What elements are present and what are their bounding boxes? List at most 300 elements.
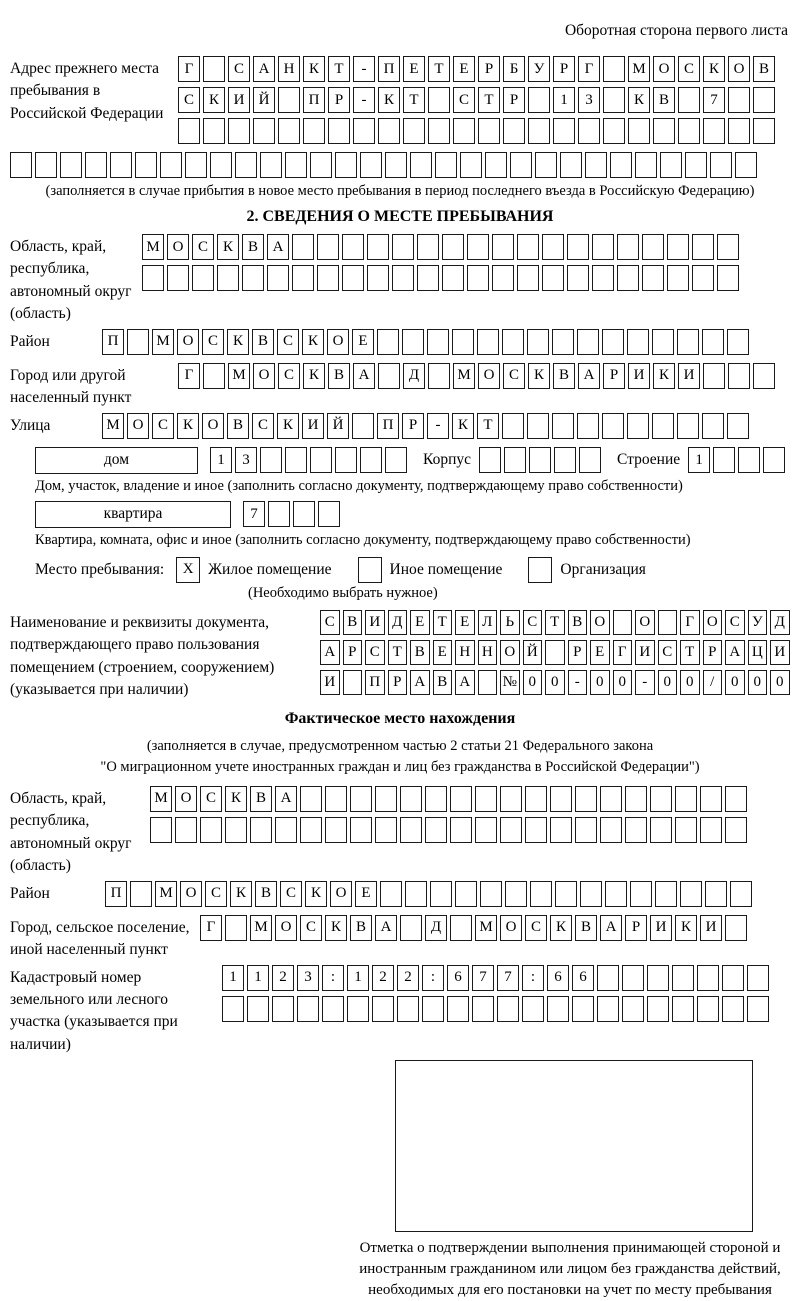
char-box[interactable] (167, 265, 189, 291)
char-box[interactable] (728, 87, 750, 113)
char-box[interactable]: С (300, 915, 322, 941)
char-box[interactable]: О (703, 610, 723, 635)
char-box[interactable] (480, 881, 502, 907)
char-box[interactable]: М (475, 915, 497, 941)
char-box[interactable]: И (650, 915, 672, 941)
char-box[interactable]: 2 (372, 965, 394, 991)
char-box[interactable] (367, 234, 389, 260)
char-box[interactable] (653, 118, 675, 144)
char-box[interactable] (702, 413, 724, 439)
char-box[interactable]: 0 (680, 670, 700, 695)
char-box[interactable] (647, 996, 669, 1022)
char-box[interactable] (680, 881, 702, 907)
char-box[interactable] (380, 881, 402, 907)
char-box[interactable] (697, 996, 719, 1022)
char-box[interactable] (710, 152, 732, 178)
char-box[interactable] (60, 152, 82, 178)
char-box[interactable]: П (365, 670, 385, 695)
char-box[interactable] (738, 447, 760, 473)
char-box[interactable]: И (628, 363, 650, 389)
char-box[interactable] (735, 152, 757, 178)
char-box[interactable]: О (177, 329, 199, 355)
char-box[interactable] (175, 817, 197, 843)
char-box[interactable]: М (155, 881, 177, 907)
char-box[interactable] (200, 817, 222, 843)
char-box[interactable]: К (225, 786, 247, 812)
char-box[interactable]: О (202, 413, 224, 439)
char-box[interactable] (297, 996, 319, 1022)
char-box[interactable] (627, 329, 649, 355)
char-box[interactable] (692, 265, 714, 291)
char-box[interactable]: О (180, 881, 202, 907)
char-box[interactable] (242, 265, 264, 291)
char-box[interactable] (492, 234, 514, 260)
char-box[interactable] (702, 329, 724, 355)
char-box[interactable] (703, 118, 725, 144)
char-box[interactable]: А (253, 56, 275, 82)
char-box[interactable] (727, 329, 749, 355)
char-box[interactable]: А (455, 670, 475, 695)
char-box[interactable] (203, 363, 225, 389)
char-box[interactable]: Г (680, 610, 700, 635)
char-box[interactable] (527, 413, 549, 439)
char-box[interactable] (652, 329, 674, 355)
char-box[interactable]: Р (625, 915, 647, 941)
char-box[interactable]: К (628, 87, 650, 113)
char-box[interactable]: С (200, 786, 222, 812)
char-box[interactable]: Р (553, 56, 575, 82)
char-box[interactable] (500, 817, 522, 843)
char-box[interactable]: 3 (578, 87, 600, 113)
char-box[interactable]: И (320, 670, 340, 695)
char-box[interactable] (250, 817, 272, 843)
char-box[interactable] (685, 152, 707, 178)
char-box[interactable] (492, 265, 514, 291)
char-box[interactable] (602, 413, 624, 439)
char-box[interactable] (285, 447, 307, 473)
char-box[interactable] (635, 152, 657, 178)
char-box[interactable] (335, 152, 357, 178)
char-box[interactable]: В (350, 915, 372, 941)
char-box[interactable] (667, 265, 689, 291)
char-box[interactable] (303, 118, 325, 144)
char-box[interactable] (425, 817, 447, 843)
char-box[interactable] (545, 640, 565, 665)
char-box[interactable] (504, 447, 526, 473)
char-box[interactable]: С (320, 610, 340, 635)
char-box[interactable]: 6 (447, 965, 469, 991)
char-box[interactable]: М (250, 915, 272, 941)
char-box[interactable] (628, 118, 650, 144)
char-box[interactable]: О (253, 363, 275, 389)
char-box[interactable] (577, 413, 599, 439)
char-box[interactable]: Е (410, 610, 430, 635)
char-box[interactable]: 0 (725, 670, 745, 695)
char-box[interactable]: : (522, 965, 544, 991)
char-box[interactable] (658, 610, 678, 635)
char-box[interactable]: М (453, 363, 475, 389)
char-box[interactable]: Т (428, 56, 450, 82)
char-box[interactable]: М (150, 786, 172, 812)
char-box[interactable] (610, 152, 632, 178)
char-box[interactable]: В (568, 610, 588, 635)
char-box[interactable] (600, 817, 622, 843)
char-box[interactable] (435, 152, 457, 178)
char-box[interactable]: О (167, 234, 189, 260)
char-box[interactable]: Й (253, 87, 275, 113)
char-box[interactable]: С (658, 640, 678, 665)
char-box[interactable] (650, 817, 672, 843)
char-box[interactable] (367, 265, 389, 291)
char-box[interactable]: Ц (748, 640, 768, 665)
char-box[interactable]: Р (478, 56, 500, 82)
char-box[interactable]: М (628, 56, 650, 82)
char-box[interactable]: Р (503, 87, 525, 113)
char-box[interactable]: Т (328, 56, 350, 82)
char-box[interactable] (347, 996, 369, 1022)
char-box[interactable]: И (635, 640, 655, 665)
char-box[interactable]: № (500, 670, 520, 695)
char-box[interactable]: В (575, 915, 597, 941)
char-box[interactable] (360, 447, 382, 473)
char-box[interactable]: К (452, 413, 474, 439)
char-box[interactable]: 0 (545, 670, 565, 695)
char-box[interactable] (375, 817, 397, 843)
char-box[interactable]: Е (352, 329, 374, 355)
char-box[interactable]: А (375, 915, 397, 941)
char-box[interactable]: - (353, 56, 375, 82)
char-box[interactable] (542, 265, 564, 291)
char-box[interactable] (392, 265, 414, 291)
char-box[interactable] (417, 234, 439, 260)
char-box[interactable]: Д (388, 610, 408, 635)
char-box[interactable]: О (127, 413, 149, 439)
char-box[interactable]: А (410, 670, 430, 695)
char-box[interactable] (185, 152, 207, 178)
char-box[interactable]: К (203, 87, 225, 113)
char-box[interactable] (402, 329, 424, 355)
char-box[interactable]: Й (327, 413, 349, 439)
char-box[interactable]: М (142, 234, 164, 260)
char-box[interactable] (529, 447, 551, 473)
char-box[interactable]: В (255, 881, 277, 907)
char-box[interactable] (428, 363, 450, 389)
char-box[interactable]: Е (433, 640, 453, 665)
char-box[interactable] (475, 817, 497, 843)
char-box[interactable] (318, 501, 340, 527)
char-box[interactable]: Й (523, 640, 543, 665)
char-box[interactable] (730, 881, 752, 907)
char-box[interactable]: - (427, 413, 449, 439)
char-box[interactable]: 1 (688, 447, 710, 473)
option-checkbox[interactable] (528, 557, 552, 583)
char-box[interactable] (697, 965, 719, 991)
char-box[interactable] (553, 118, 575, 144)
char-box[interactable] (505, 881, 527, 907)
char-box[interactable] (472, 996, 494, 1022)
char-box[interactable]: Р (402, 413, 424, 439)
char-box[interactable]: В (553, 363, 575, 389)
char-box[interactable] (625, 786, 647, 812)
char-box[interactable] (375, 786, 397, 812)
char-box[interactable]: Г (200, 915, 222, 941)
char-box[interactable] (728, 363, 750, 389)
char-box[interactable] (285, 152, 307, 178)
char-box[interactable]: 0 (748, 670, 768, 695)
char-box[interactable] (178, 118, 200, 144)
char-box[interactable]: К (277, 413, 299, 439)
char-box[interactable]: К (675, 915, 697, 941)
char-box[interactable] (292, 265, 314, 291)
char-box[interactable]: С (252, 413, 274, 439)
char-box[interactable] (650, 786, 672, 812)
char-box[interactable] (427, 329, 449, 355)
char-box[interactable] (325, 786, 347, 812)
char-box[interactable] (453, 118, 475, 144)
char-box[interactable] (127, 329, 149, 355)
char-box[interactable]: Ь (500, 610, 520, 635)
char-box[interactable] (485, 152, 507, 178)
char-box[interactable] (192, 265, 214, 291)
char-box[interactable] (460, 152, 482, 178)
char-box[interactable] (350, 817, 372, 843)
char-box[interactable] (328, 118, 350, 144)
char-box[interactable] (597, 996, 619, 1022)
char-box[interactable]: А (275, 786, 297, 812)
char-box[interactable] (677, 329, 699, 355)
char-box[interactable]: К (303, 56, 325, 82)
char-box[interactable] (575, 817, 597, 843)
char-box[interactable] (260, 152, 282, 178)
char-box[interactable] (405, 881, 427, 907)
char-box[interactable] (85, 152, 107, 178)
char-box[interactable]: : (422, 965, 444, 991)
char-box[interactable] (322, 996, 344, 1022)
char-box[interactable] (622, 965, 644, 991)
char-box[interactable] (335, 447, 357, 473)
char-box[interactable] (530, 881, 552, 907)
char-box[interactable] (500, 786, 522, 812)
char-box[interactable]: К (230, 881, 252, 907)
char-box[interactable] (747, 996, 769, 1022)
char-box[interactable] (450, 786, 472, 812)
char-box[interactable] (630, 881, 652, 907)
char-box[interactable] (400, 915, 422, 941)
char-box[interactable]: Т (403, 87, 425, 113)
char-box[interactable] (428, 118, 450, 144)
char-box[interactable] (627, 413, 649, 439)
char-box[interactable] (517, 265, 539, 291)
char-box[interactable] (753, 363, 775, 389)
char-box[interactable]: В (433, 670, 453, 695)
char-box[interactable] (625, 817, 647, 843)
char-box[interactable]: И (302, 413, 324, 439)
char-box[interactable]: В (410, 640, 430, 665)
char-box[interactable]: И (365, 610, 385, 635)
char-box[interactable]: 7 (497, 965, 519, 991)
char-box[interactable]: Н (278, 56, 300, 82)
char-box[interactable]: Т (388, 640, 408, 665)
char-box[interactable] (552, 413, 574, 439)
char-box[interactable] (10, 152, 32, 178)
char-box[interactable]: С (280, 881, 302, 907)
char-box[interactable]: К (303, 363, 325, 389)
char-box[interactable] (497, 996, 519, 1022)
char-box[interactable]: К (528, 363, 550, 389)
char-box[interactable]: - (353, 87, 375, 113)
char-box[interactable] (410, 152, 432, 178)
char-box[interactable] (310, 447, 332, 473)
char-box[interactable] (597, 965, 619, 991)
char-box[interactable]: П (303, 87, 325, 113)
char-box[interactable] (475, 786, 497, 812)
char-box[interactable] (528, 87, 550, 113)
char-box[interactable]: Р (703, 640, 723, 665)
char-box[interactable] (430, 881, 452, 907)
char-box[interactable]: С (503, 363, 525, 389)
char-box[interactable] (502, 329, 524, 355)
char-box[interactable] (677, 413, 699, 439)
char-box[interactable] (527, 329, 549, 355)
char-box[interactable] (550, 786, 572, 812)
char-box[interactable]: О (327, 329, 349, 355)
char-box[interactable] (267, 265, 289, 291)
char-box[interactable]: П (102, 329, 124, 355)
char-box[interactable]: К (378, 87, 400, 113)
char-box[interactable]: 1 (247, 965, 269, 991)
char-box[interactable]: А (320, 640, 340, 665)
char-box[interactable] (554, 447, 576, 473)
char-box[interactable] (605, 881, 627, 907)
char-box[interactable] (535, 152, 557, 178)
char-box[interactable] (580, 881, 602, 907)
char-box[interactable] (642, 234, 664, 260)
char-box[interactable] (450, 915, 472, 941)
char-box[interactable] (579, 447, 601, 473)
char-box[interactable] (467, 265, 489, 291)
char-box[interactable] (725, 786, 747, 812)
char-box[interactable]: В (753, 56, 775, 82)
char-box[interactable]: Р (568, 640, 588, 665)
char-box[interactable] (400, 817, 422, 843)
char-box[interactable]: В (227, 413, 249, 439)
char-box[interactable]: В (250, 786, 272, 812)
char-box[interactable]: У (748, 610, 768, 635)
char-box[interactable] (617, 265, 639, 291)
char-box[interactable]: О (275, 915, 297, 941)
char-box[interactable] (228, 118, 250, 144)
char-box[interactable] (247, 996, 269, 1022)
char-box[interactable] (602, 329, 624, 355)
char-box[interactable] (225, 915, 247, 941)
char-box[interactable]: Г (178, 56, 200, 82)
char-box[interactable] (592, 234, 614, 260)
char-box[interactable]: С (202, 329, 224, 355)
char-box[interactable]: Т (545, 610, 565, 635)
char-box[interactable]: С (365, 640, 385, 665)
char-box[interactable]: Р (343, 640, 363, 665)
char-box[interactable] (522, 996, 544, 1022)
char-box[interactable]: К (703, 56, 725, 82)
char-box[interactable] (360, 152, 382, 178)
char-box[interactable] (292, 234, 314, 260)
char-box[interactable]: В (343, 610, 363, 635)
char-box[interactable]: С (278, 363, 300, 389)
char-box[interactable] (378, 118, 400, 144)
char-box[interactable]: Е (590, 640, 610, 665)
char-box[interactable] (722, 965, 744, 991)
char-box[interactable] (210, 152, 232, 178)
char-box[interactable]: А (353, 363, 375, 389)
char-box[interactable]: А (578, 363, 600, 389)
char-box[interactable] (35, 152, 57, 178)
char-box[interactable] (578, 118, 600, 144)
char-box[interactable] (325, 817, 347, 843)
char-box[interactable]: Р (603, 363, 625, 389)
char-box[interactable] (352, 413, 374, 439)
char-box[interactable] (425, 786, 447, 812)
char-box[interactable] (479, 447, 501, 473)
char-box[interactable]: Д (770, 610, 790, 635)
char-box[interactable] (547, 996, 569, 1022)
char-box[interactable] (675, 786, 697, 812)
char-box[interactable]: О (590, 610, 610, 635)
char-box[interactable]: С (678, 56, 700, 82)
char-box[interactable] (763, 447, 785, 473)
char-box[interactable] (377, 329, 399, 355)
char-box[interactable]: Е (403, 56, 425, 82)
char-box[interactable] (442, 234, 464, 260)
char-box[interactable] (300, 786, 322, 812)
char-box[interactable]: - (568, 670, 588, 695)
char-box[interactable] (342, 265, 364, 291)
char-box[interactable] (717, 234, 739, 260)
char-box[interactable] (447, 996, 469, 1022)
char-box[interactable] (278, 118, 300, 144)
char-box[interactable] (478, 670, 498, 695)
char-box[interactable] (203, 118, 225, 144)
char-box[interactable] (725, 817, 747, 843)
char-box[interactable]: К (217, 234, 239, 260)
char-box[interactable]: В (252, 329, 274, 355)
char-box[interactable]: 1 (553, 87, 575, 113)
char-box[interactable] (700, 817, 722, 843)
char-box[interactable] (700, 786, 722, 812)
char-box[interactable]: К (305, 881, 327, 907)
char-box[interactable] (717, 265, 739, 291)
char-box[interactable] (555, 881, 577, 907)
char-box[interactable] (135, 152, 157, 178)
char-box[interactable] (350, 786, 372, 812)
char-box[interactable] (452, 329, 474, 355)
char-box[interactable]: С (277, 329, 299, 355)
char-box[interactable] (477, 329, 499, 355)
char-box[interactable]: / (703, 670, 723, 695)
char-box[interactable]: С (205, 881, 227, 907)
char-box[interactable] (567, 265, 589, 291)
char-box[interactable] (622, 996, 644, 1022)
char-box[interactable] (397, 996, 419, 1022)
char-box[interactable] (542, 234, 564, 260)
char-box[interactable] (422, 996, 444, 1022)
char-box[interactable] (655, 881, 677, 907)
char-box[interactable] (603, 87, 625, 113)
char-box[interactable] (142, 265, 164, 291)
char-box[interactable] (160, 152, 182, 178)
char-box[interactable]: Н (455, 640, 475, 665)
char-box[interactable]: - (635, 670, 655, 695)
char-box[interactable] (293, 501, 315, 527)
